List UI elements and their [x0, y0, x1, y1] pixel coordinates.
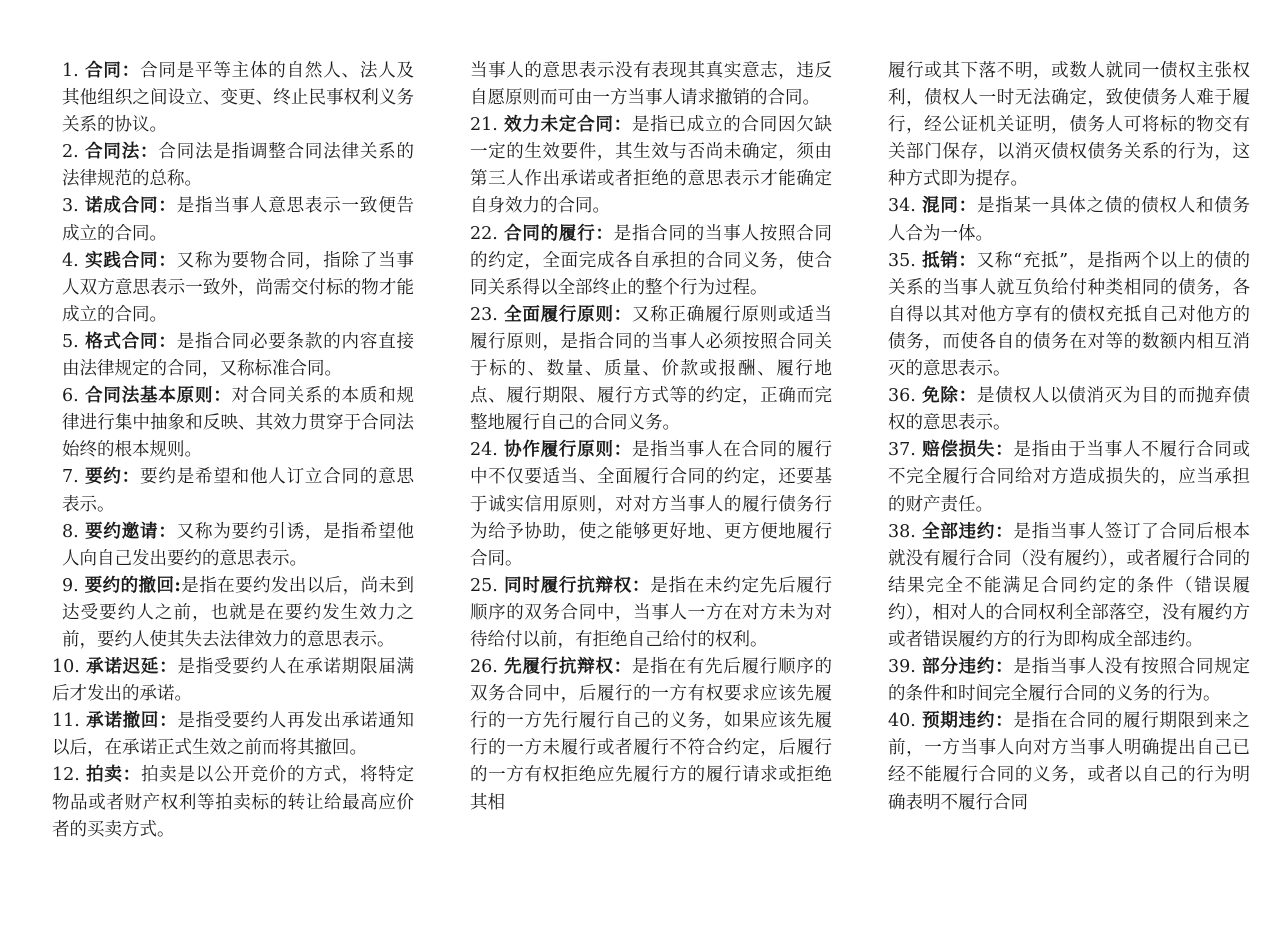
entry-definition: 是指合同必要条款的内容直接由法律规定的合同，又称标准合同。 — [62, 331, 414, 380]
entry-term: 先履行抗辩权 — [504, 657, 614, 678]
glossary-entry — [888, 248, 1250, 383]
glossary-entry — [52, 519, 414, 573]
entry-definition: 是指在有先后履行顺序的双务合同中，后履行的一方有权要求应该先履行的一方先行履行自己的义务，如果应该先履行的一方未履行或者履行不符合约定，后履行的一方有权拒绝应先履行方的履行请求或拒绝其相 — [470, 657, 832, 813]
entry-number: 10. — [52, 657, 80, 678]
entry-term: 同时履行抗辩权 — [504, 575, 632, 596]
entry-definition: 是指由于当事人不履行合同或不完全履行合同给对方造成损失的，应当承担的财产责任。 — [888, 440, 1250, 515]
entry-term: 预期违约 — [922, 711, 996, 732]
entry-separator: ： — [613, 440, 632, 461]
entry-number: 6. — [62, 386, 79, 407]
entry-definition: 又称“充抵”，是指两个以上的债的关系的当事人就互负给付种类相同的债务，各自得以其对他方享有的债权充抵自己对他方的债务，而使各自的债务在对等的数额内相互消灭的意思表示。 — [888, 250, 1250, 380]
entry-term: 要约的撤回 — [84, 575, 175, 596]
glossary-entry — [470, 112, 832, 220]
entry-term: 承诺迟延 — [86, 657, 160, 678]
entry-term: 实践合同 — [85, 250, 159, 271]
entry-separator: ： — [595, 223, 614, 244]
entry-definition: 是指当事人签订了合同后根本就没有履行合同（没有履约），或者履行合同的结果完全不能满足合同约定的条件（错误履约），相对人的合同权利全部落空，没有履约方或者错误履约方的行为即构成全部违约。 — [888, 521, 1250, 650]
entry-term: 全部违约 — [922, 521, 996, 542]
entry-separator: ： — [213, 386, 232, 407]
entry-number: 5. — [62, 331, 79, 352]
entry-definition: 又称正确履行原则或适当履行原则，是指合同的当事人必须按照合同关于标的、数量、质量、价款或报酬、履行地点、履行期限、履行方式等的约定，正确而完整地履行自己的合同义务。 — [470, 304, 832, 434]
entry-number: 1. — [62, 61, 79, 81]
glossary-entry — [888, 654, 1250, 708]
entry-number: 39. — [888, 657, 916, 678]
entry-term: 合同法基本原则 — [85, 386, 214, 407]
entry-term: 合同法 — [85, 142, 141, 163]
entry-number: 21. — [470, 115, 498, 136]
entry-separator: ： — [995, 657, 1014, 678]
entry-definition: 是指当事人没有按照合同规定的条件和时间完全履行合同的义务的行为。 — [888, 657, 1250, 705]
glossary-entry — [888, 193, 1250, 247]
entry-definition: 对合同关系的本质和规律进行集中抽象和反映、其效力贯穿于合同法始终的根本规则。 — [62, 386, 414, 461]
entry-separator: ： — [140, 142, 159, 163]
entry-term: 要约邀请 — [85, 521, 159, 542]
entry-number: 11. — [52, 711, 80, 732]
entry-definition: 是指在合同的履行期限到来之前，一方当事人向对方当事人明确提出自己已经不能履行合同的义务，或者以自己的行为明确表明不履行合同 — [888, 711, 1250, 813]
glossary-entry — [52, 329, 414, 383]
entry-definition: 拍卖是以公开竞价的方式，将特定物品或者财产权利等拍卖标的转让给最高应价者的买卖方式。 — [52, 765, 414, 840]
entry-term: 协作履行原则 — [504, 440, 614, 461]
entry-term: 效力未定合同 — [504, 115, 614, 136]
entry-number: 40. — [888, 711, 916, 732]
entry-separator: ： — [995, 711, 1014, 732]
glossary-entry — [470, 573, 832, 654]
entry-number: 2. — [62, 142, 79, 163]
text-column-1 — [52, 58, 414, 941]
entry-definition: 是指在要约发出以后，尚未到达受要约人之前，也就是在要约发生效力之前，要约人使其失去法律效力的意思表示。 — [62, 575, 414, 650]
glossary-entry — [52, 762, 414, 843]
entry-separator: ： — [122, 765, 141, 786]
entry-term: 赔偿损失 — [922, 440, 996, 461]
entry-number: 38. — [888, 521, 916, 542]
entry-separator: ： — [995, 521, 1014, 542]
entry-separator: ： — [958, 250, 977, 271]
entry-separator: ： — [158, 521, 177, 542]
entry-definition: 是指受要约人再发出承诺通知以后，在承诺正式生效之前而将其撤回。 — [52, 711, 414, 759]
entry-term: 格式合同 — [85, 331, 159, 352]
glossary-entry — [470, 302, 832, 437]
entry-number: 12. — [52, 765, 80, 786]
entry-definition: 合同法是指调整合同法律关系的法律规范的总称。 — [62, 142, 414, 190]
entry-definition: 是指受要约人在承诺期限届满后才发出的承诺。 — [52, 657, 414, 705]
entry-separator: ： — [958, 386, 977, 407]
entry-definition: 是指某一具体之债的债权人和债务人合为一体。 — [888, 196, 1250, 244]
entry-number: 37. — [888, 440, 916, 461]
entry-separator: ： — [631, 575, 651, 596]
entry-number: 36. — [888, 386, 916, 407]
entry-separator: ： — [158, 196, 177, 217]
entry-number: 3. — [62, 196, 79, 217]
glossary-entry — [52, 708, 414, 762]
glossary-entry — [888, 58, 1250, 193]
entry-term: 要约 — [85, 467, 122, 488]
entry-definition: 是指当事人在合同的履行中不仅要适当、全面履行合同的约定，还要基于诚实信用原则，对对方当事人的履行债务行为给予协助，使之能够更好地、更方便地履行合同。 — [470, 440, 832, 569]
entry-separator: ： — [158, 250, 177, 271]
entry-separator: ： — [121, 467, 141, 488]
entry-separator: ： — [159, 657, 178, 678]
glossary-entry — [52, 654, 414, 708]
entry-number: 8. — [62, 521, 79, 542]
glossary-entry — [52, 464, 414, 518]
continued-text: 履行或其下落不明，或数人就同一债权主张权利，债权人一时无法确定，致使债务人难于履行，经公证机关证明，债务人可将标的物交有关部门保存，以消灭债权债务关系的行为，这种方式即为提存。 — [888, 61, 1250, 190]
entry-definition: 又称为要约引诱，是指希望他人向自己发出要约的意思表示。 — [62, 521, 414, 569]
glossary-entry — [888, 383, 1250, 437]
text-column-2 — [470, 58, 832, 941]
entry-term: 部分违约 — [922, 657, 996, 678]
entry-number: 22. — [470, 223, 498, 244]
entry-definition: 是指当事人意思表示一致便告成立的合同。 — [62, 196, 414, 244]
entry-term: 诺成合同 — [85, 196, 159, 217]
entry-number: 25. — [470, 575, 498, 596]
entry-separator: ： — [958, 196, 977, 217]
entry-number: 34. — [888, 196, 916, 217]
entry-number: 24. — [470, 440, 498, 461]
glossary-entry — [888, 519, 1250, 654]
entry-term: 合同 — [85, 61, 122, 81]
entry-separator: ： — [613, 115, 632, 136]
entry-term: 抵销 — [922, 250, 959, 271]
entry-term: 免除 — [922, 386, 959, 407]
entry-definition: 是指已成立的合同因欠缺一定的生效要件，其生效与否尚未确定，须由第三人作出承诺或者拒绝的意思表示才能确定自身效力的合同。 — [470, 115, 832, 217]
entry-term: 全面履行原则 — [504, 304, 614, 325]
entry-number: 4. — [62, 250, 79, 271]
entry-term: 混同 — [922, 196, 959, 217]
glossary-entry — [52, 139, 414, 193]
glossary-entry — [52, 573, 414, 654]
entry-separator: ： — [613, 304, 632, 325]
entry-definition: 合同是平等主体的自然人、法人及其他组织之间设立、变更、终止民事权利义务关系的协议。 — [62, 61, 414, 136]
glossary-entry — [888, 708, 1250, 816]
glossary-entry — [52, 383, 414, 464]
entry-number: 35. — [888, 250, 916, 271]
entry-definition: 要约是希望和他人订立合同的意思表示。 — [62, 467, 414, 515]
glossary-entry — [52, 58, 414, 139]
text-column-3 — [888, 58, 1250, 941]
glossary-entry — [470, 654, 832, 817]
entry-separator: ： — [121, 61, 141, 81]
entry-term: 承诺撤回 — [86, 711, 160, 732]
entry-definition: 是指在未约定先后履行顺序的双务合同中，当事人一方在对方未为对待给付以前，有拒绝自己给付的权利。 — [470, 575, 832, 650]
entry-number: 23. — [470, 304, 498, 325]
entry-definition: 是债权人以债消灭为目的而抛弃债权的意思表示。 — [888, 386, 1250, 434]
glossary-entry — [470, 58, 832, 112]
glossary-entry — [52, 248, 414, 329]
entry-separator: ： — [613, 657, 632, 678]
entry-number: 26. — [470, 657, 498, 678]
entry-term: 拍卖 — [86, 765, 123, 786]
entry-separator: ： — [159, 711, 178, 732]
entry-separator: ： — [158, 331, 177, 352]
entry-definition: 又称为要物合同，指除了当事人双方意思表示一致外，尚需交付标的物才能成立的合同。 — [62, 250, 414, 325]
glossary-entry — [470, 221, 832, 302]
entry-number: 7. — [62, 467, 79, 488]
entry-separator: ： — [995, 440, 1014, 461]
entry-definition: 是指合同的当事人按照合同的约定，全面完成各自承担的合同义务，使合同关系得以全部终止的整个行为过程。 — [470, 223, 832, 298]
entry-number: 9. — [62, 575, 79, 596]
glossary-entry — [888, 437, 1250, 518]
entry-separator: : — [174, 575, 181, 596]
glossary-entry — [52, 193, 414, 247]
glossary-entry — [470, 437, 832, 572]
continued-text: 当事人的意思表示没有表现其真实意志，违反自愿原则而可由一方当事人请求撤销的合同。 — [470, 61, 832, 109]
entry-term: 合同的履行 — [504, 223, 596, 244]
